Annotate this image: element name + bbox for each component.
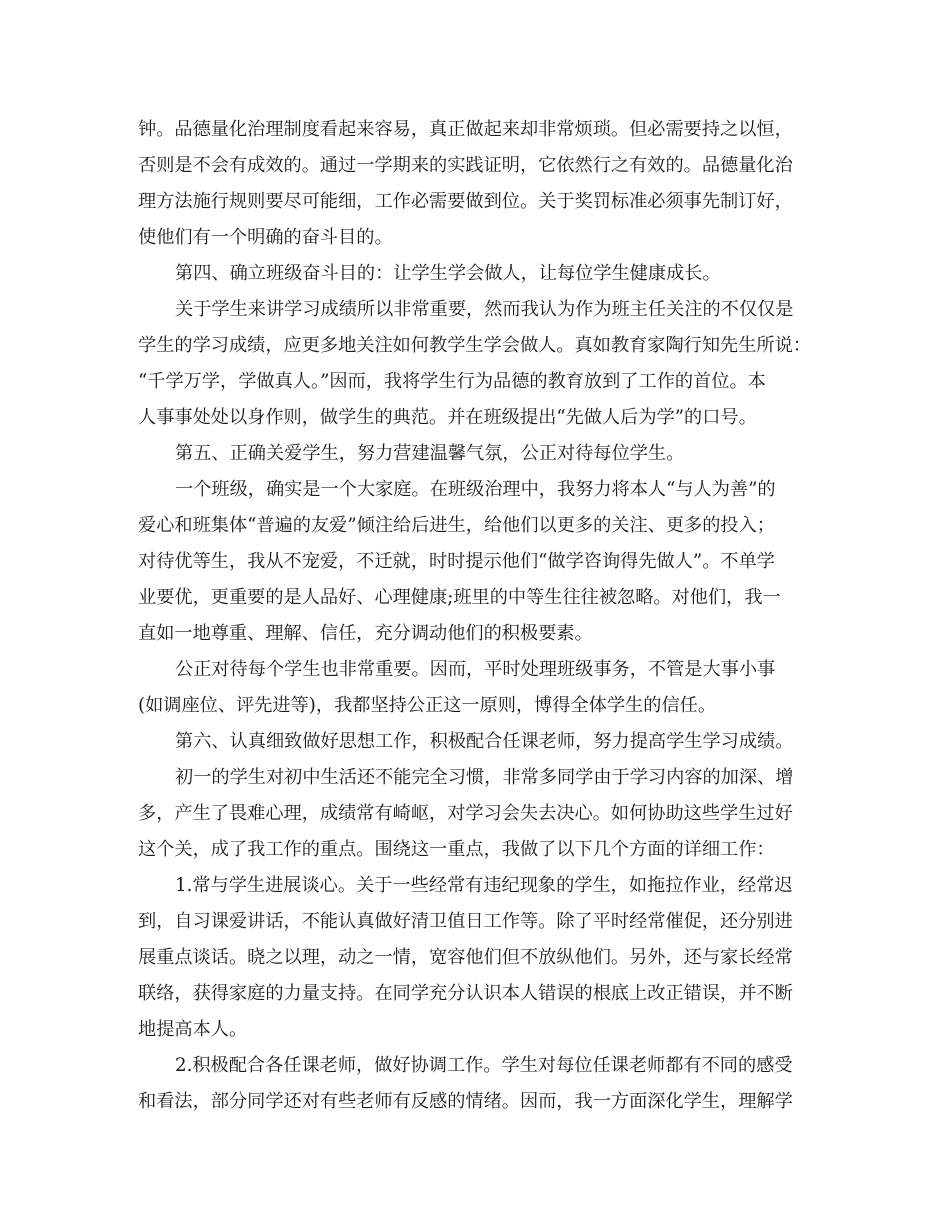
text-line: 爱心和班集体“普遍的友爱”倾注给后进生，给他们以更多的关注、更多的投入； [138, 515, 775, 536]
text-line: 这个关，成了我工作的重点。围绕这一重点，我做了以下几个方面的详细工作： [138, 839, 775, 860]
text-line: 使他们有一个明确的奋斗目的。 [138, 227, 393, 248]
text-line: 一个班级，确实是一个大家庭。在班级治理中，我努力将本人“与人为善”的 [175, 479, 776, 500]
text-line: 到，自习课爱讲话，不能认真做好清卫值日工作等。除了平时经常催促，还分别进 [138, 911, 793, 932]
text-line: 2.积极配合各任课老师，做好协调工作。学生对每位任课老师都有不同的感受 [175, 1055, 793, 1076]
text-line: “千学万学，学做真人。”因而，我将学生行为品德的教育放到了工作的首位。本 [138, 371, 766, 392]
text-line: 人事事处处以身作则，做学生的典范。并在班级提出“先做人后为学”的口号。 [138, 407, 757, 428]
text-line: 理方法施行规则要尽可能细，工作必需要做到位。关于奖罚标准必须事先制订好， [138, 191, 793, 212]
text-line: 初一的学生对初中生活还不能完全习惯，非常多同学由于学习内容的加深、增 [175, 767, 794, 788]
text-line: 学生的学习成绩，应更多地关注如何教学生学会做人。真如教育家陶行知先生所说： [138, 335, 811, 356]
document-body [138, 112, 818, 1120]
text-line: 多，产生了畏难心理，成绩常有崎岖，对学习会失去决心。如何协助这些学生过好 [138, 803, 793, 824]
text-line: 第四、确立班级奋斗目的：让学生学会做人，让每位学生健康成长。 [175, 263, 721, 284]
text-line: 对待优等生，我从不宠爱，不迁就，时时提示他们“做学咨询得先做人”。不单学 [138, 551, 775, 572]
text-line: 否则是不会有成效的。通过一学期来的实践证明，它依然行之有效的。品德量化治 [138, 155, 793, 176]
text-line: 和看法，部分同学还对有些老师有反感的情绪。因而，我一方面深化学生，理解学 [138, 1091, 793, 1112]
text-line: 第五、正确关爱学生，努力营建温馨气氛，公正对待每位学生。 [175, 443, 685, 464]
text-line: 直如一地尊重、理解、信任，充分调动他们的积极要素。 [138, 623, 593, 644]
text-line: 钟。品德量化治理制度看起来容易，真正做起来却非常烦琐。但必需要持之以恒， [138, 119, 793, 140]
text-line: 关于学生来讲学习成绩所以非常重要，然而我认为作为班主任关注的不仅仅是 [175, 299, 794, 320]
text-line: 1.常与学生进展谈心。关于一些经常有违纪现象的学生，如拖拉作业，经常迟 [175, 875, 793, 896]
text-line: 公正对待每个学生也非常重要。因而，平时处理班级事务，不管是大事小事 [175, 659, 776, 680]
text-line: (如调座位、评先进等)，我都坚持公正这一原则，博得全体学生的信任。 [138, 695, 717, 716]
text-line: 业要优，更重要的是人品好、心理健康;班里的中等生往往被忽略。对他们，我一 [138, 587, 781, 608]
text-line: 第六、认真细致做好思想工作，积极配合任课老师，努力提高学生学习成绩。 [175, 731, 794, 752]
text-line: 展重点谈话。晓之以理，动之一情，宽容他们但不放纵他们。另外，还与家长经常 [138, 947, 793, 968]
text-line: 联络，获得家庭的力量支持。在同学充分认识本人错误的根底上改正错误，并不断 [138, 983, 793, 1004]
text-line: 地提高本人。 [138, 1019, 248, 1040]
